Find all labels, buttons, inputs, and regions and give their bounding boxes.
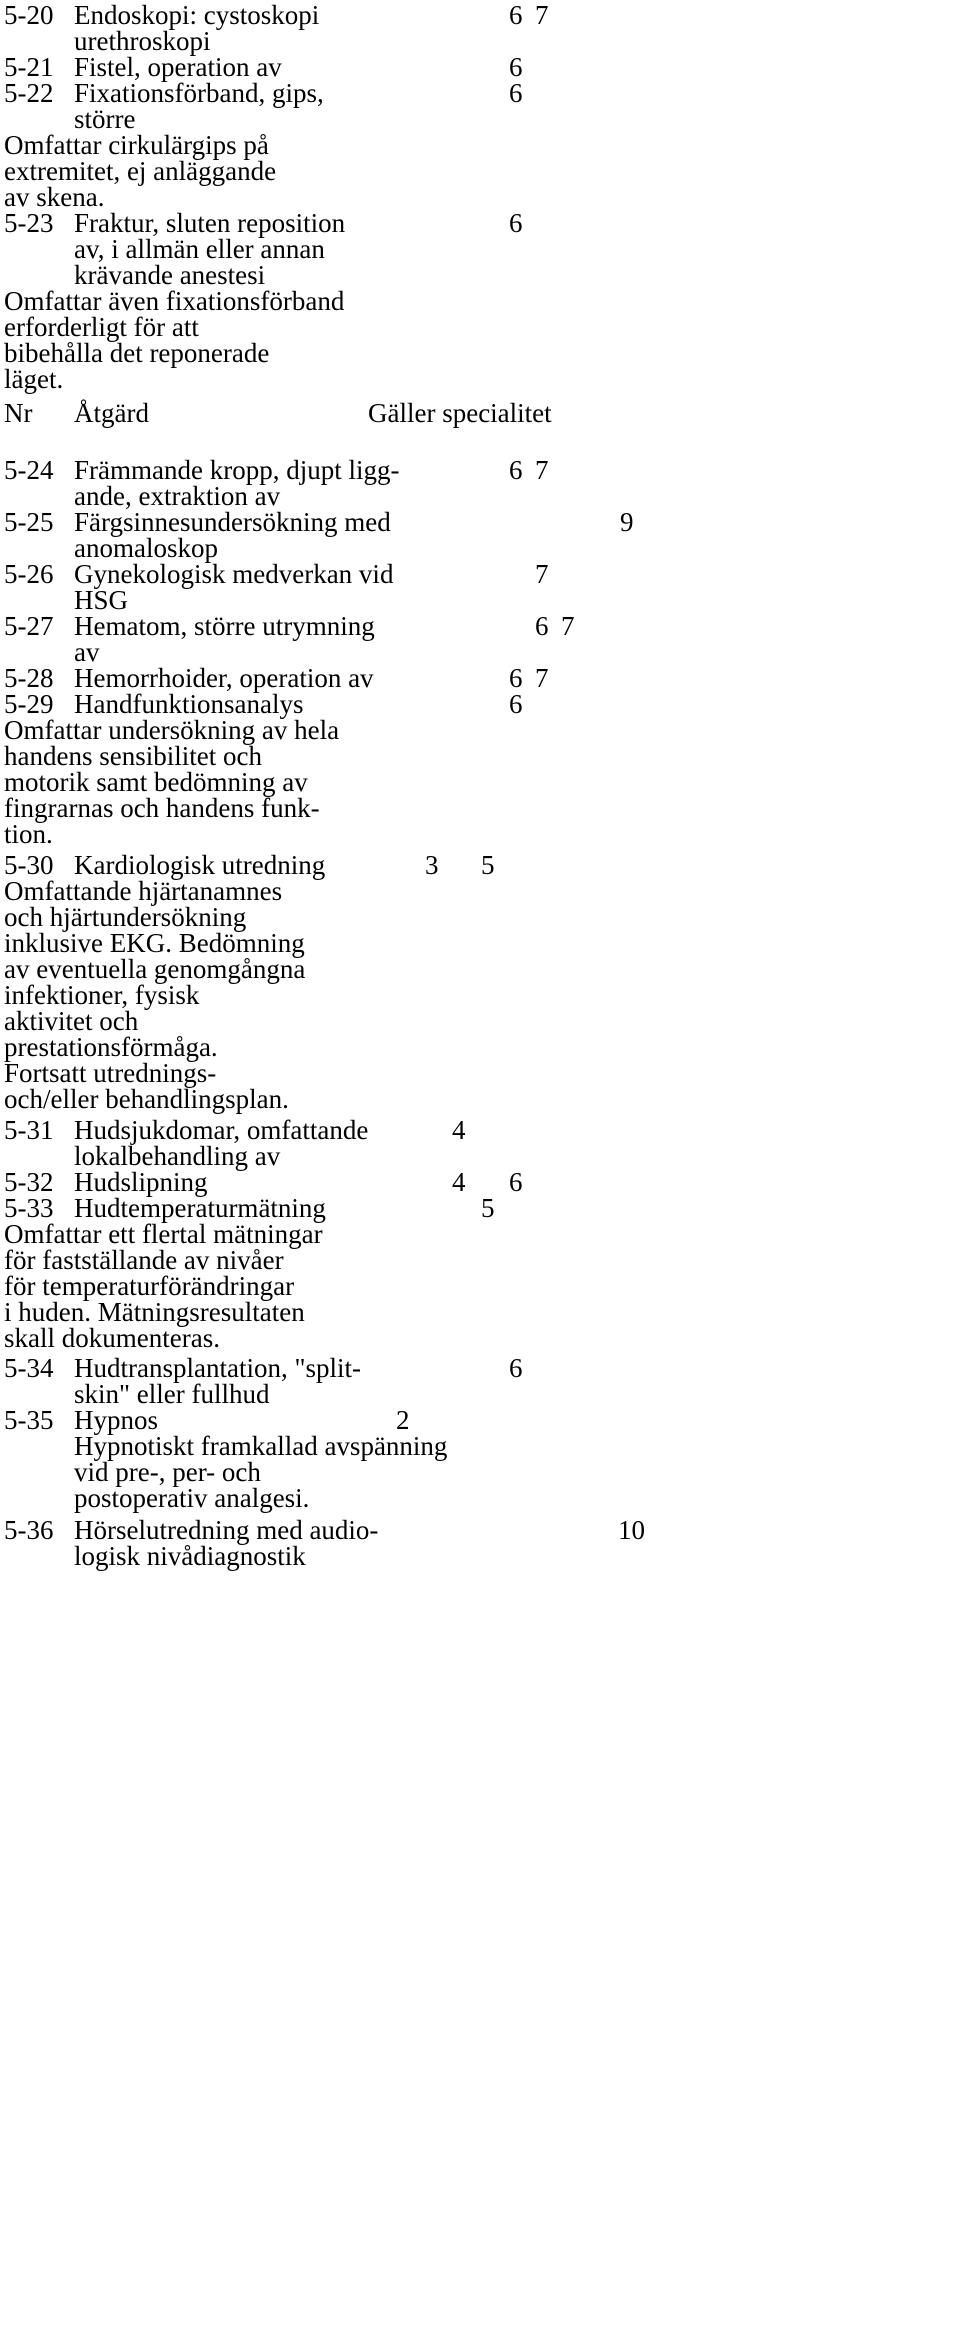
procedure-text: Hypnotiskt framkallad avspänning: [74, 1431, 448, 1461]
procedure-note: för temperaturförändringar: [4, 1271, 295, 1301]
procedure-text: ande, extraktion av: [74, 481, 281, 511]
procedure-text: Fistel, operation av: [74, 52, 282, 82]
procedure-text: Hematom, större utrymning: [74, 611, 375, 641]
row-number: 5-33: [4, 1193, 54, 1223]
row-number: 5-20: [4, 0, 54, 30]
specialty-code: 6: [509, 689, 523, 719]
specialty-code: 7: [535, 663, 549, 693]
procedure-text: Hudslipning: [74, 1167, 208, 1197]
specialty-code: 3: [425, 850, 439, 880]
procedure-note: Omfattar cirkulärgips på: [4, 130, 269, 160]
specialty-code: 7: [535, 559, 549, 589]
specialty-code: 2: [396, 1405, 410, 1435]
procedure-note: infektioner, fysisk: [4, 980, 200, 1010]
specialty-code: 6: [509, 78, 523, 108]
row-number: 5-22: [4, 78, 54, 108]
procedure-text: Gynekologisk medverkan vid: [74, 559, 394, 589]
specialty-code: 7: [535, 455, 549, 485]
procedure-note: för fastställande av nivåer: [4, 1245, 284, 1275]
row-number: 5-34: [4, 1353, 54, 1383]
procedure-note: prestationsförmåga.: [4, 1032, 218, 1062]
procedure-text: Hudsjukdomar, omfattande: [74, 1115, 369, 1145]
procedure-note: tion.: [4, 819, 53, 849]
procedure-note: Fortsatt utrednings-: [4, 1058, 217, 1088]
procedure-note: Omfattar även fixationsförband: [4, 286, 345, 316]
procedure-note: av eventuella genomgångna: [4, 954, 306, 984]
procedure-text: krävande anestesi: [74, 260, 266, 290]
procedure-text: Kardiologisk utredning: [74, 850, 326, 880]
header-atgard: Åtgärd: [74, 398, 149, 428]
specialty-code: 6: [509, 52, 523, 82]
procedure-text: Hypnos: [74, 1405, 159, 1435]
procedure-text: Hudtemperaturmätning: [74, 1193, 326, 1223]
procedure-text: av: [74, 637, 100, 667]
row-number: 5-27: [4, 611, 54, 641]
procedure-note: i huden. Mätningsresultaten: [4, 1297, 305, 1327]
row-number: 5-29: [4, 689, 54, 719]
procedure-note: läget.: [4, 364, 64, 394]
specialty-code: 6: [509, 0, 523, 30]
procedure-text: postoperativ analgesi.: [74, 1483, 310, 1513]
specialty-code: 7: [561, 611, 575, 641]
procedure-note: av skena.: [4, 182, 105, 212]
procedure-text: urethroskopi: [74, 26, 211, 56]
row-number: 5-26: [4, 559, 54, 589]
procedure-text: logisk nivådiagnostik: [74, 1541, 306, 1571]
procedure-text: vid pre-, per- och: [74, 1457, 261, 1487]
header-galler-specialitet: Gäller specialitet: [368, 398, 552, 428]
procedure-text: Fixationsförband, gips,: [74, 78, 324, 108]
row-number: 5-31: [4, 1115, 54, 1145]
procedure-text: lokalbehandling av: [74, 1141, 281, 1171]
procedure-note: Omfattar ett flertal mätningar: [4, 1219, 323, 1249]
procedure-note: Omfattar undersökning av hela: [4, 715, 340, 745]
specialty-code: 9: [620, 507, 634, 537]
row-number: 5-28: [4, 663, 54, 693]
row-number: 5-21: [4, 52, 54, 82]
specialty-code: 4: [452, 1167, 466, 1197]
row-number: 5-30: [4, 850, 54, 880]
specialty-code: 6: [509, 1353, 523, 1383]
row-number: 5-25: [4, 507, 54, 537]
procedure-text: HSG: [74, 585, 129, 615]
procedure-text: större: [74, 104, 136, 134]
specialty-code: 6: [509, 663, 523, 693]
procedure-text: Färgsinnesundersökning med: [74, 507, 391, 537]
procedure-note: aktivitet och: [4, 1006, 139, 1036]
specialty-code: 10: [618, 1515, 645, 1545]
procedure-note: fingrarnas och handens funk-: [4, 793, 320, 823]
procedure-note: handens sensibilitet och: [4, 741, 262, 771]
procedure-text: Hemorrhoider, operation av: [74, 663, 374, 693]
header-nr: Nr: [4, 398, 33, 428]
specialty-code: 5: [481, 850, 495, 880]
procedure-note: motorik samt bedömning av: [4, 767, 308, 797]
row-number: 5-24: [4, 455, 54, 485]
specialty-code: 6: [509, 1167, 523, 1197]
procedure-note: bibehålla det reponerade: [4, 338, 270, 368]
specialty-code: 6: [509, 455, 523, 485]
procedure-note: extremitet, ej anläggande: [4, 156, 277, 186]
procedure-note: erforderligt för att: [4, 312, 199, 342]
row-number: 5-23: [4, 208, 54, 238]
procedure-note: och hjärtundersökning: [4, 902, 247, 932]
procedure-text: skin" eller fullhud: [74, 1379, 270, 1409]
procedure-note: inklusive EKG. Bedömning: [4, 928, 305, 958]
procedure-text: anomaloskop: [74, 533, 218, 563]
specialty-code: 4: [452, 1115, 466, 1145]
row-number: 5-32: [4, 1167, 54, 1197]
row-number: 5-35: [4, 1405, 54, 1435]
procedure-text: Främmande kropp, djupt ligg-: [74, 455, 400, 485]
specialty-code: 5: [481, 1193, 495, 1223]
specialty-code: 6: [535, 611, 549, 641]
procedure-text: Endoskopi: cystoskopi: [74, 0, 320, 30]
procedure-text: Handfunktionsanalys: [74, 689, 304, 719]
row-number: 5-36: [4, 1515, 54, 1545]
procedure-text: Fraktur, sluten reposition: [74, 208, 346, 238]
procedure-text: av, i allmän eller annan: [74, 234, 325, 264]
specialty-code: 6: [509, 208, 523, 238]
procedure-text: Hudtransplantation, "split-: [74, 1353, 361, 1383]
procedure-text: Hörselutredning med audio-: [74, 1515, 379, 1545]
procedure-note: skall dokumenteras.: [4, 1323, 220, 1353]
procedure-note: Omfattande hjärtanamnes: [4, 876, 283, 906]
procedure-note: och/eller behandlingsplan.: [4, 1084, 289, 1114]
specialty-code: 7: [535, 0, 549, 30]
